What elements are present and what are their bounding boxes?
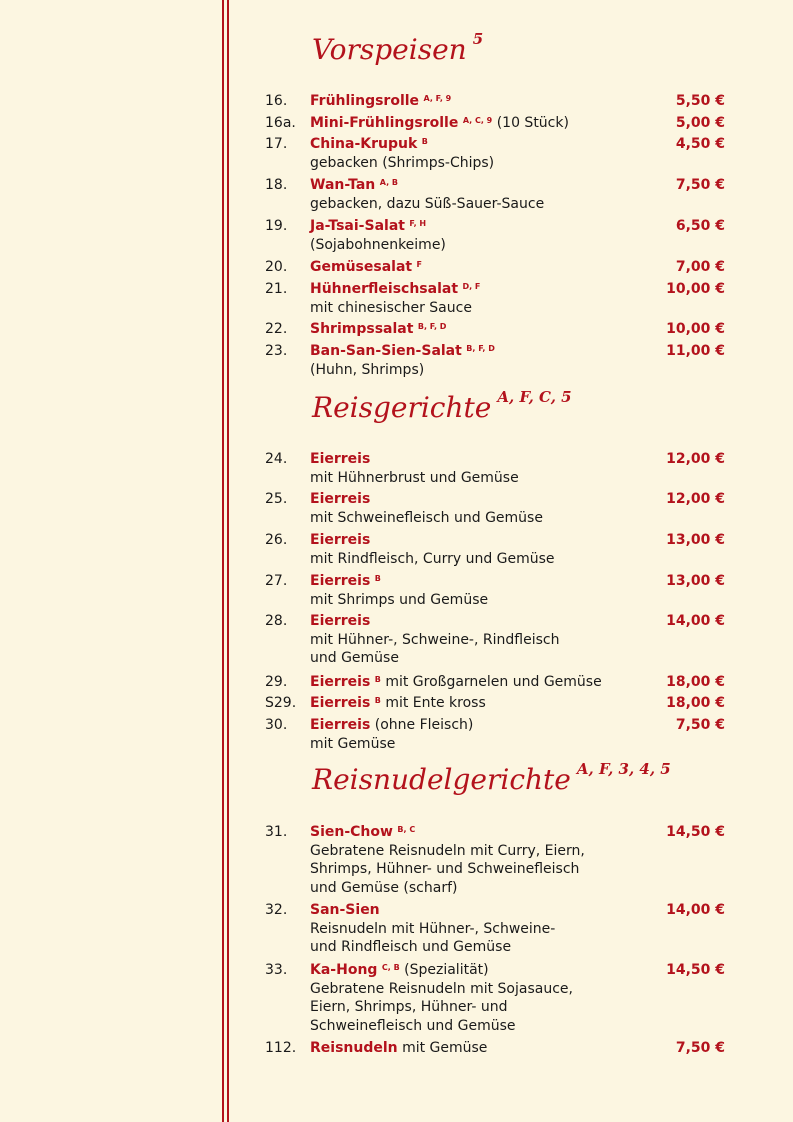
- item-description: (Sojabohnenkeime): [310, 236, 446, 253]
- allergen-codes: B, F, D: [417, 322, 447, 331]
- item-number: 27.: [265, 573, 288, 589]
- item-number: 26.: [265, 532, 288, 548]
- item-body: [310, 612, 660, 668]
- item-number: 32.: [265, 902, 288, 918]
- item-body: [310, 961, 660, 1035]
- item-title-line: [310, 961, 660, 980]
- item-number: 31.: [265, 824, 288, 840]
- item-title-line: [310, 572, 660, 591]
- item-name: Mini-Frühlingsrolle: [310, 115, 459, 131]
- item-name: Eierreis: [310, 451, 371, 467]
- item-price: 5,00 €: [675, 115, 725, 131]
- item-number: 30.: [265, 717, 288, 733]
- item-description: und Gemüse (scharf): [310, 879, 458, 896]
- item-description: Schweinefleisch und Gemüse: [310, 1017, 516, 1034]
- item-number: 19.: [265, 218, 288, 234]
- allergen-codes: B: [374, 574, 381, 583]
- item-number: 17.: [265, 136, 288, 152]
- item-price: 7,50 €: [675, 177, 725, 193]
- item-price: 7,00 €: [675, 259, 725, 275]
- item-number: 33.: [265, 962, 288, 978]
- item-body: [310, 450, 660, 487]
- item-description: mit Schweinefleisch und Gemüse: [310, 509, 543, 526]
- item-inline-note: mit Gemüse: [402, 1040, 488, 1056]
- item-number: 29.: [265, 674, 288, 690]
- item-description: gebacken (Shrimps-Chips): [310, 154, 495, 171]
- item-price: 5,50 €: [675, 93, 725, 109]
- item-body: [310, 135, 660, 172]
- item-inline-note: mit Großgarnelen und Gemüse: [385, 674, 602, 690]
- item-number: 20.: [265, 259, 288, 275]
- item-name: China-Krupuk: [310, 136, 418, 152]
- item-description: (Huhn, Shrimps): [310, 361, 425, 378]
- item-body: [310, 176, 660, 213]
- item-price: 4,50 €: [675, 136, 725, 152]
- item-number: 22.: [265, 321, 288, 337]
- allergen-codes: B, C: [397, 825, 416, 834]
- item-price: 13,00 €: [666, 532, 725, 548]
- item-inline-note: mit Ente kross: [385, 695, 486, 711]
- item-price: 12,00 €: [666, 451, 725, 467]
- item-price: 12,00 €: [666, 491, 725, 507]
- item-name: Gemüsesalat: [310, 259, 413, 275]
- item-description: und Rindfleisch und Gemüse: [310, 939, 512, 955]
- item-body: [310, 342, 660, 379]
- item-name: Ban-San-Sien-Salat: [310, 343, 462, 359]
- allergen-codes: F: [416, 260, 423, 269]
- allergen-codes: B: [374, 675, 381, 684]
- item-description: Shrimps, Hühner- und Schweinefleisch: [310, 861, 580, 877]
- item-body: [310, 531, 660, 568]
- item-body: [310, 901, 660, 957]
- item-description: mit Shrimps und Gemüse: [310, 591, 489, 608]
- item-number: 24.: [265, 451, 288, 467]
- item-number: 16a.: [265, 115, 296, 131]
- allergen-codes: C, B: [381, 963, 400, 972]
- item-name: Eierreis: [310, 613, 371, 629]
- item-title-line: [310, 176, 660, 195]
- item-price: 14,00 €: [666, 613, 725, 629]
- item-title-line: [310, 901, 660, 920]
- item-price: 13,00 €: [666, 573, 725, 589]
- item-inline-note: (10 Stück): [496, 115, 569, 131]
- item-description: Gebratene Reisnudeln mit Sojasauce,: [310, 980, 573, 997]
- item-title-line: [310, 694, 660, 713]
- item-title-line: [310, 280, 660, 299]
- section-title-reisgerichte: Reisgerichte $^{A, F, C, 5}$: [312, 388, 572, 424]
- item-body: [310, 572, 660, 609]
- item-price: 7,50 €: [675, 1040, 725, 1056]
- item-body: [310, 258, 660, 277]
- item-number: 21.: [265, 281, 288, 297]
- allergen-codes: A, C, 9: [462, 116, 493, 125]
- allergen-codes: B: [421, 137, 428, 146]
- item-inline-note: (Spezialität): [404, 962, 489, 978]
- item-price: 7,50 €: [675, 717, 725, 733]
- item-body: [310, 92, 660, 111]
- item-price: 18,00 €: [666, 674, 725, 690]
- section-title-reisnudelgerichte: Reisnudelgerichte $^{A, F, 3, 4, 5}$: [312, 760, 671, 796]
- item-price: 18,00 €: [666, 695, 725, 711]
- item-name: Frühlingsrolle: [310, 93, 420, 109]
- item-name: Reisnudeln: [310, 1040, 398, 1056]
- item-description: mit Hühnerbrust und Gemüse: [310, 469, 519, 486]
- allergen-codes: A, B: [379, 178, 398, 187]
- item-name: Hühnerfleischsalat: [310, 281, 459, 297]
- item-name: Wan-Tan: [310, 177, 376, 193]
- item-number: 28.: [265, 613, 288, 629]
- item-name: Eierreis: [310, 717, 371, 733]
- item-body: [310, 716, 660, 753]
- item-body: [310, 280, 660, 317]
- item-number: 25.: [265, 491, 288, 507]
- item-description: Reisnudeln mit Hühner-, Schweine-: [310, 920, 556, 937]
- item-title-line: [310, 92, 660, 111]
- item-description: mit Rindfleisch, Curry und Gemüse: [310, 550, 555, 567]
- item-title-line: [310, 114, 660, 133]
- item-title-line: [310, 673, 660, 692]
- item-name: Eierreis: [310, 532, 371, 548]
- item-number: S29.: [265, 695, 297, 711]
- item-name: Ka-Hong: [310, 962, 378, 978]
- item-price: 10,00 €: [666, 281, 725, 297]
- allergen-codes: A, F, 9: [423, 94, 452, 103]
- item-name: Sien-Chow: [310, 824, 393, 840]
- item-number: 16.: [265, 93, 288, 109]
- section-title-vorspeisen: Vorspeisen $^5$: [312, 30, 484, 66]
- item-price: 14,50 €: [666, 962, 725, 978]
- item-number: 112.: [265, 1040, 297, 1056]
- item-price: 6,50 €: [675, 218, 725, 234]
- item-title-line: [310, 490, 660, 509]
- item-body: [310, 673, 660, 692]
- item-body: [310, 1039, 660, 1058]
- allergen-codes: B: [374, 696, 381, 705]
- item-price: 14,00 €: [666, 902, 725, 918]
- item-description: mit Hühner-, Schweine-, Rindfleisch: [310, 631, 560, 648]
- item-title-line: [310, 450, 660, 469]
- allergen-codes: B, F, D: [466, 344, 495, 353]
- item-name: Eierreis: [310, 674, 371, 690]
- item-body: [310, 320, 660, 339]
- item-description: und Gemüse: [310, 650, 399, 666]
- item-name: Eierreis: [310, 695, 371, 711]
- item-title-line: [310, 258, 660, 277]
- item-description: mit Gemüse: [310, 735, 396, 752]
- item-title-line: [310, 135, 660, 154]
- item-title-line: [310, 716, 660, 735]
- item-title-line: [310, 342, 660, 361]
- item-price: 10,00 €: [666, 321, 725, 337]
- item-name: Eierreis: [310, 491, 371, 507]
- item-title-line: [310, 217, 660, 236]
- item-title-line: [310, 1039, 660, 1058]
- item-body: [310, 694, 660, 713]
- item-title-line: [310, 823, 660, 842]
- item-description: mit chinesischer Sauce: [310, 299, 472, 316]
- item-price: 14,50 €: [666, 824, 725, 840]
- item-name: Shrimpssalat: [310, 321, 414, 337]
- item-number: 23.: [265, 343, 288, 359]
- item-description: Gebratene Reisnudeln mit Curry, Eiern,: [310, 842, 585, 859]
- item-body: [310, 114, 660, 133]
- item-description: gebacken, dazu Süß-Sauer-Sauce: [310, 195, 545, 212]
- item-body: [310, 217, 660, 254]
- allergen-codes: D, F: [462, 282, 481, 291]
- allergen-codes: F, H: [409, 219, 427, 228]
- item-description: Eiern, Shrimps, Hühner- und: [310, 999, 508, 1015]
- item-name: San-Sien: [310, 902, 380, 918]
- item-number: 18.: [265, 177, 288, 193]
- item-body: [310, 490, 660, 527]
- item-name: Ja-Tsai-Salat: [310, 218, 405, 234]
- item-body: [310, 823, 660, 897]
- item-title-line: [310, 531, 660, 550]
- item-name: Eierreis: [310, 573, 371, 589]
- item-title-line: [310, 612, 660, 631]
- item-inline-note: (ohne Fleisch): [374, 717, 474, 733]
- item-title-line: [310, 320, 660, 339]
- item-price: 11,00 €: [666, 343, 725, 359]
